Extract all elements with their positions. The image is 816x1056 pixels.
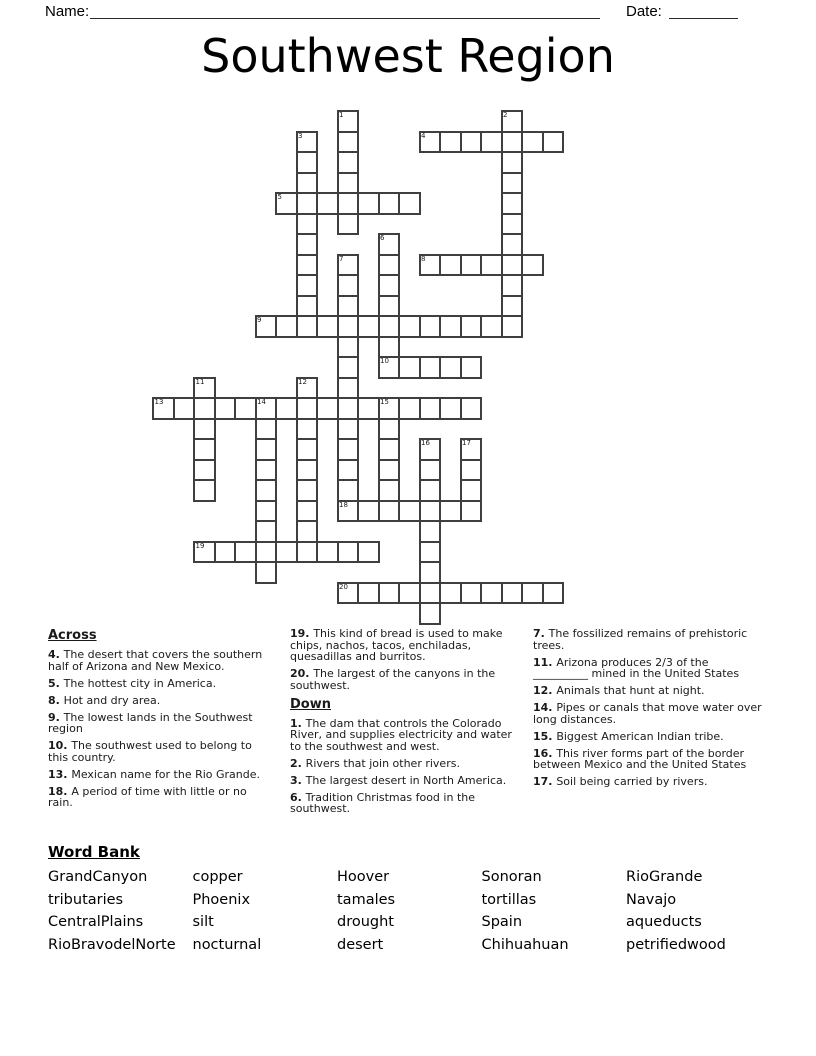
cell-number: 3 [298, 131, 303, 140]
grid-cell [357, 192, 380, 215]
word-bank-item: GrandCanyon [48, 869, 148, 885]
grid-cell [296, 295, 319, 318]
grid-cell [439, 582, 462, 605]
grid-cell [193, 418, 216, 441]
grid-cell [501, 172, 524, 195]
grid-cell [542, 131, 565, 154]
grid-cell [378, 500, 401, 523]
clue-18: 18. A period of time with little or no rain. [48, 784, 247, 809]
cell-number: 13 [154, 398, 164, 406]
grid-cell [501, 295, 524, 318]
grid-cell [357, 397, 380, 420]
grid-cell [316, 192, 339, 215]
grid-cell [173, 397, 196, 420]
grid-cell [398, 315, 421, 338]
grid-cell [419, 520, 442, 543]
clue-9: 9. The lowest lands in the Southwest region [48, 710, 253, 735]
grid-cell [337, 356, 360, 379]
grid-cell [296, 213, 319, 236]
grid-cell [234, 541, 257, 564]
grid-cell [337, 459, 360, 482]
word-bank-item: drought [337, 914, 394, 930]
grid-cell [439, 131, 462, 154]
grid-cell [296, 397, 319, 420]
grid-cell [439, 315, 462, 338]
cell-number: 6 [380, 234, 385, 242]
grid-cell [419, 459, 442, 482]
clue-12: 12. Animals that hunt at night. [533, 684, 705, 697]
grid-cell [460, 582, 483, 605]
grid-cell [193, 479, 216, 502]
grid-cell [296, 233, 319, 256]
word-bank-item: Hoover [337, 869, 390, 885]
grid-cell [542, 582, 565, 605]
grid-cell [337, 438, 360, 461]
cell-number: 2 [503, 111, 508, 119]
clue-number: 6. [290, 790, 306, 804]
grid-cell [275, 541, 298, 564]
clue-number: 1. [290, 716, 306, 730]
clue-number: 11. [533, 655, 557, 669]
grid-cell [521, 254, 544, 277]
clue-4: 4. The desert that covers the southern half of Arizona and New Mexico. [48, 648, 263, 673]
grid-cell [439, 356, 462, 379]
cell-number: 7 [339, 254, 344, 263]
grid-cell [501, 274, 524, 297]
grid-cell [337, 295, 360, 318]
word-bank-item: Chihuahuan [481, 936, 569, 953]
cell-number: 18 [339, 500, 348, 509]
date-line [669, 3, 738, 19]
grid-cell [296, 500, 319, 523]
grid-cell [480, 582, 503, 605]
page-title: Southwest Region [201, 29, 615, 83]
word-bank-item: tamales [337, 891, 396, 908]
cell-number: 15 [380, 398, 389, 406]
word-bank-item: RioBravodelNorte [48, 936, 176, 953]
word-bank-item: silt [192, 914, 214, 930]
grid-cell [460, 500, 483, 523]
grid-cell [296, 315, 319, 338]
grid-cell [419, 500, 442, 523]
grid-cell [337, 274, 360, 297]
grid-cell [439, 397, 462, 420]
grid-cell [378, 254, 401, 277]
grid-cell [255, 541, 278, 564]
grid-cell [337, 172, 360, 195]
word-bank [48, 843, 771, 959]
grid-cell [193, 438, 216, 461]
cell-number: 12 [298, 377, 307, 386]
grid-cell [357, 315, 380, 338]
clue-17: 17. Soil being carried by rivers. [533, 775, 708, 788]
grid-cell [460, 254, 483, 277]
grid-cell [501, 233, 524, 256]
cell-number: 20 [339, 582, 348, 591]
grid-cell [419, 561, 442, 584]
clue-5: 5. The hottest city in America. [48, 676, 217, 690]
grid-cell [419, 315, 442, 338]
grid-cell [460, 479, 483, 502]
grid-cell [193, 397, 216, 420]
grid-cell [316, 397, 339, 420]
word-bank-item: Spain [481, 914, 523, 930]
across-heading: Across [48, 628, 97, 643]
grid-cell [255, 520, 278, 543]
clues-column-right [533, 628, 763, 793]
clue-number: 10. [48, 739, 72, 752]
grid-cell [378, 582, 401, 605]
grid-cell [501, 151, 524, 174]
name-line [90, 3, 600, 19]
grid-cell [501, 582, 524, 605]
cell-number: 14 [257, 398, 266, 406]
grid-cell [419, 479, 442, 502]
clue-number: 8. [48, 693, 64, 707]
grid-cell [275, 397, 298, 420]
grid-cell [337, 377, 360, 400]
across-clues-list-2 [290, 628, 526, 691]
grid-cell [357, 541, 380, 564]
clue-7: 7. The fossilized remains of prehistoric trees. [533, 627, 748, 652]
grid-cell [419, 356, 442, 379]
grid-cell [337, 418, 360, 441]
cell-number: 17 [462, 439, 471, 447]
grid-cell [378, 418, 401, 441]
cell-number: 10 [380, 357, 389, 365]
grid-cell [255, 561, 278, 584]
grid-cell [337, 397, 360, 420]
word-bank-item: tributaries [48, 891, 124, 908]
grid-cell [378, 295, 401, 318]
clue-13: 13. Mexican name for the Rio Grande. [48, 767, 261, 781]
clue-number: 4. [48, 648, 64, 661]
clue-8: 8. Hot and dry area. [48, 693, 161, 707]
clue-number: 14. [533, 701, 557, 714]
clue-11: 11. Arizona produces 2/3 of the __________ mined in the United States [533, 655, 740, 680]
clue-10: 10. The southwest used to belong to this country. [48, 739, 252, 764]
clue-1: 1. The dam that controls the Colorado River, and supplies electricity and water to the southwest and west. [290, 716, 512, 753]
word-bank-heading: Word Bank [48, 843, 140, 861]
clue-number: 16. [533, 746, 557, 760]
grid-cell [398, 582, 421, 605]
grid-cell [255, 418, 278, 441]
word-bank-item: desert [337, 936, 384, 953]
grid-cell [296, 274, 319, 297]
grid-cell [296, 541, 319, 564]
grid-cell [296, 418, 319, 441]
grid-cell [337, 151, 360, 174]
grid-cell [419, 602, 442, 625]
clue-number: 5. [48, 676, 64, 690]
word-bank-item: tortillas [481, 891, 537, 908]
grid-cell [255, 438, 278, 461]
word-bank-item: RioGrande [626, 869, 703, 885]
grid-cell [439, 254, 462, 277]
grid-cell [480, 315, 503, 338]
cell-number: 11 [195, 377, 205, 386]
grid-cell [214, 397, 237, 420]
grid-cell [337, 192, 360, 215]
grid-cell [460, 397, 483, 420]
grid-cell [460, 131, 483, 154]
word-bank-item: aqueducts [626, 914, 702, 930]
grid-cell [398, 356, 421, 379]
grid-cell [337, 315, 360, 338]
grid-cell [255, 459, 278, 482]
word-bank-item: nocturnal [192, 936, 262, 953]
clue-19: 19. This kind of bread is used to make chips, nachos, tacos, enchiladas, quesadillas and burritos. [290, 627, 503, 663]
clue-number: 20. [290, 667, 314, 680]
grid-cell [378, 274, 401, 297]
cell-number: 5 [277, 193, 282, 201]
grid-cell [419, 541, 442, 564]
clue-3: 3. The largest desert in North America. [290, 773, 507, 787]
grid-cell [214, 541, 237, 564]
clue-number: 19. [290, 627, 314, 640]
clue-6: 6. Tradition Christmas food in the southwest. [290, 790, 475, 815]
cell-number: 8 [421, 254, 426, 263]
grid-cell [378, 438, 401, 461]
grid-cell [460, 459, 483, 482]
grid-cell [234, 397, 257, 420]
clue-number: 2. [290, 756, 306, 770]
name-label: Name: [45, 3, 90, 20]
clues-column-left [48, 628, 273, 814]
grid-cell [480, 254, 503, 277]
word-bank-item: Navajo [626, 891, 677, 908]
grid-cell [337, 541, 360, 564]
grid-cell [378, 459, 401, 482]
grid-cell [296, 172, 319, 195]
clue-number: 7. [533, 627, 549, 640]
grid-cell [378, 336, 401, 359]
grid-cell [501, 192, 524, 215]
grid-cell [439, 500, 462, 523]
down-clues-list-2 [533, 628, 763, 788]
grid-cell [460, 315, 483, 338]
cell-number: 19 [195, 541, 205, 550]
clue-16: 16. This river forms part of the border between Mexico and the United States [533, 746, 747, 771]
grid-cell [255, 479, 278, 502]
grid-cell [296, 459, 319, 482]
grid-cell [337, 131, 360, 154]
grid-cell [378, 479, 401, 502]
grid-cell [296, 254, 319, 277]
clue-2: 2. Rivers that join other rivers. [290, 756, 460, 770]
grid-cell [398, 192, 421, 215]
clue-number: 13. [48, 767, 72, 781]
grid-cell [501, 315, 524, 338]
grid-cell [296, 520, 319, 543]
grid-cell [378, 192, 401, 215]
cell-number: 4 [421, 131, 426, 140]
down-clues-list-1 [290, 718, 526, 815]
word-bank-item: Phoenix [192, 891, 251, 908]
clue-20: 20. The largest of the canyons in the southwest. [290, 667, 496, 692]
grid-cell [296, 479, 319, 502]
across-clues-list-1 [48, 649, 273, 809]
clue-15: 15. Biggest American Indian tribe. [533, 729, 724, 743]
grid-cell [419, 397, 442, 420]
grid-cell [521, 582, 544, 605]
clue-number: 18. [48, 784, 72, 798]
grid-cell [296, 192, 319, 215]
grid-cell [480, 131, 503, 154]
grid-cell [501, 213, 524, 236]
grid-cell [337, 336, 360, 359]
date-label: Date: [626, 3, 662, 20]
grid-cell [337, 213, 360, 236]
grid-cell [398, 500, 421, 523]
grid-cell [193, 459, 216, 482]
clue-number: 12. [533, 684, 557, 697]
clues-column-middle [290, 628, 526, 820]
grid-cell [296, 151, 319, 174]
grid-cell [296, 438, 319, 461]
clue-number: 9. [48, 710, 64, 724]
grid-cell [419, 582, 442, 605]
clue-number: 3. [290, 773, 306, 787]
cell-number: 1 [339, 111, 344, 119]
down-heading: Down [290, 696, 331, 712]
clue-number: 17. [533, 775, 557, 788]
grid-cell [316, 541, 339, 564]
grid-cell [398, 397, 421, 420]
grid-cell [357, 582, 380, 605]
word-bank-item: Sonoran [481, 869, 542, 885]
grid-cell [255, 500, 278, 523]
word-bank-grid [48, 869, 771, 959]
cell-number: 16 [421, 439, 430, 447]
clue-14: 14. Pipes or canals that move water over long distances. [533, 701, 762, 726]
grid-cell [275, 315, 298, 338]
word-bank-item: petrifiedwood [626, 936, 726, 953]
clue-number: 15. [533, 729, 557, 743]
grid-cell [460, 356, 483, 379]
grid-cell [357, 500, 380, 523]
grid-cell [501, 254, 524, 277]
grid-cell [337, 479, 360, 502]
grid-cell [521, 131, 544, 154]
cell-number: 9 [257, 316, 262, 324]
word-bank-item: CentralPlains [48, 914, 144, 930]
grid-cell [316, 315, 339, 338]
word-bank-item: copper [192, 869, 243, 885]
grid-cell [501, 131, 524, 154]
grid-cell [378, 315, 401, 338]
